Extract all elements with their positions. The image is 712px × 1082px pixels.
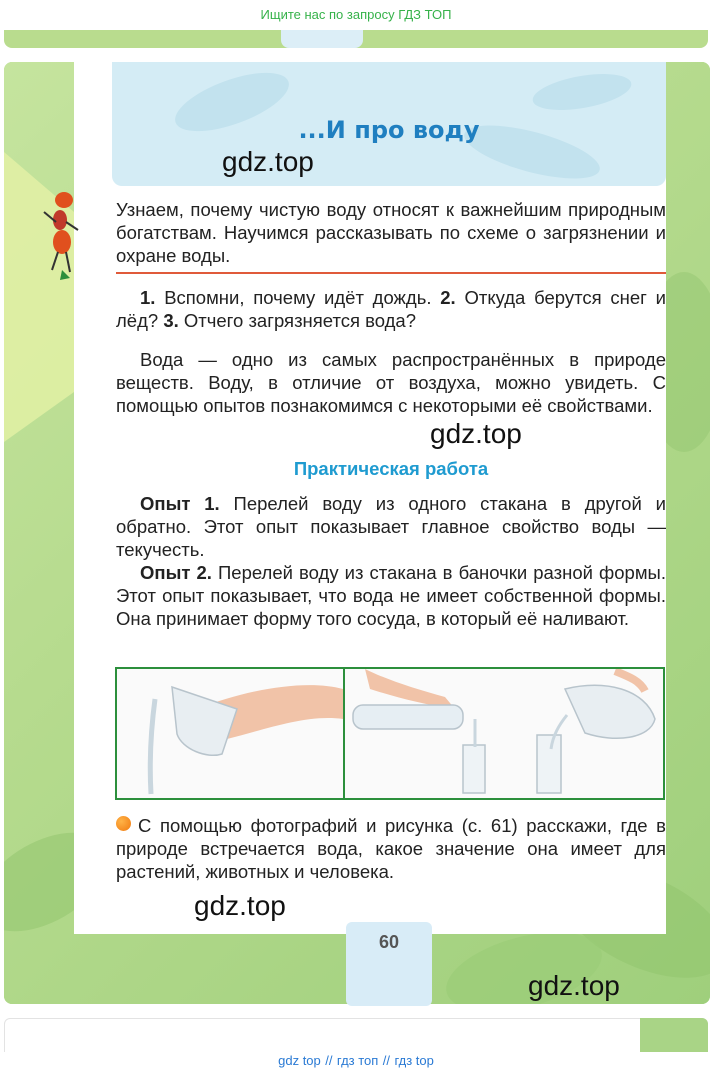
experiment-2 xyxy=(116,561,666,630)
intro-text: Узнаем, почему чистую воду относят к важнейшим природным богатствам. Научимся рассказывать по схеме о загрязнении и охране воды. xyxy=(116,199,666,266)
experiment-2-label: Опыт 2. xyxy=(140,562,212,583)
question-3-text: Отчего загрязняется вода? xyxy=(178,310,417,331)
title-box xyxy=(112,62,666,186)
photo-bottle-and-jug xyxy=(345,669,663,798)
practical-work-heading: Практическая работа xyxy=(293,458,489,479)
experiment-2-text: Перелей воду из стакана в баночки разной формы. Этот опыт показывает, что вода не имеет собственной формы. Она принимает форму того сосуда, в который её наливают. xyxy=(116,562,666,629)
ant-icon xyxy=(42,182,82,282)
page-number: 60 xyxy=(378,932,400,952)
bottom-link-1[interactable]: gdz top xyxy=(278,1053,321,1068)
page-title: ...И про воду xyxy=(298,116,480,144)
separator: // xyxy=(382,1053,391,1068)
question-1-text: Вспомни, почему идёт дождь. xyxy=(155,287,441,308)
top-banner xyxy=(0,0,712,30)
question-2-text: Откуда берутся снег и лёд? xyxy=(116,287,666,331)
photo-frame xyxy=(115,667,665,800)
separator: // xyxy=(325,1053,333,1068)
watermark: gdz.top xyxy=(222,146,314,177)
page-number-tab xyxy=(346,922,432,1006)
previous-page-tab xyxy=(281,30,363,48)
question-2-number: 2. xyxy=(440,287,456,308)
experiment-1 xyxy=(116,492,666,561)
bottom-link-3[interactable]: гдз top xyxy=(394,1053,434,1068)
bottom-links xyxy=(0,1052,712,1082)
photo-pouring-glass xyxy=(117,669,343,798)
top-banner-text[interactable]: Ищите нас по запросу ГДЗ ТОП xyxy=(260,7,452,22)
divider-line xyxy=(116,272,666,274)
experiment-1-text: Перелей воду из одного стакана в другой и обратно. Этот опыт показывает главное свойство воды — текучесть. xyxy=(116,493,666,560)
question-3-number: 3. xyxy=(163,310,179,331)
experiment-1-label: Опыт 1. xyxy=(140,493,220,514)
task-text: С помощью фотографий и рисунка (с. 61) расскажи, где в природе встречается вода, какое значение она имеет для растений, животных и человека. xyxy=(116,815,666,882)
watermark: gdz.top xyxy=(430,418,522,449)
questions-block xyxy=(116,286,666,332)
watermark: gdz.top xyxy=(194,890,286,921)
watermark: gdz.top xyxy=(528,970,620,1001)
main-paragraph: Вода — одно из самых распространённых в природе веществ. Воду, в отличие от воздуха, можно увидеть. С помощью опытов познакомимся с некоторыми её свойствами. xyxy=(116,349,666,416)
bottom-link-2[interactable]: гдз топ xyxy=(336,1053,379,1068)
question-1-number: 1. xyxy=(140,287,156,308)
